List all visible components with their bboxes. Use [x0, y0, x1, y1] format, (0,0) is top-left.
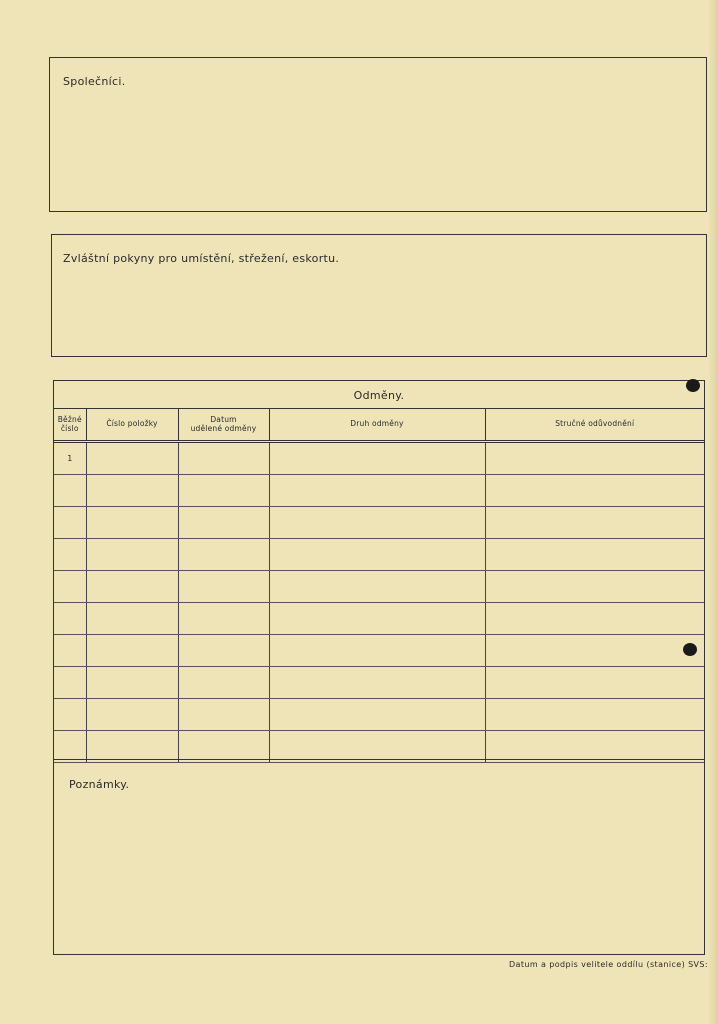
table-row — [54, 507, 704, 539]
table-cell — [269, 635, 485, 667]
table-cell — [485, 699, 704, 731]
table-cell — [269, 603, 485, 635]
rewards-title: Odměny. — [353, 389, 405, 402]
table-cell — [178, 442, 269, 475]
paper-edge — [708, 0, 718, 1024]
signature-label: Datum a podpis velitele oddílu (stanice) SVS: — [509, 960, 708, 969]
table-cell — [269, 539, 485, 571]
table-row — [54, 731, 704, 763]
table-cell — [269, 507, 485, 539]
table-cell — [54, 731, 86, 763]
table-cell — [178, 539, 269, 571]
table-cell — [178, 571, 269, 603]
table-cell — [54, 667, 86, 699]
table-cell — [178, 475, 269, 507]
table-cell — [178, 507, 269, 539]
partners-section — [49, 57, 707, 212]
table-cell — [485, 635, 704, 667]
table-cell — [86, 571, 178, 603]
table-cell — [86, 699, 178, 731]
table-cell — [269, 442, 485, 475]
table-cell — [269, 571, 485, 603]
table-row — [54, 571, 704, 603]
notes-divider — [54, 759, 704, 760]
column-header-award-date: Datum udělené odměny — [178, 409, 269, 442]
table-cell — [86, 731, 178, 763]
table-cell — [54, 635, 86, 667]
table-cell — [86, 539, 178, 571]
table-cell — [178, 731, 269, 763]
table-cell — [86, 603, 178, 635]
table-row — [54, 667, 704, 699]
table-cell: 1 — [54, 442, 86, 475]
table-cell — [54, 571, 86, 603]
table-cell — [54, 699, 86, 731]
table-cell — [54, 603, 86, 635]
table-cell — [86, 475, 178, 507]
rewards-table — [54, 409, 704, 763]
table-cell — [86, 442, 178, 475]
table-cell — [54, 475, 86, 507]
table-cell — [485, 731, 704, 763]
special-instructions-label: Zvláštní pokyny pro umístění, střežení, eskortu. — [63, 252, 340, 265]
table-cell — [54, 539, 86, 571]
column-header-running-number: Běžné číslo — [54, 409, 86, 442]
table-row — [54, 442, 704, 475]
table-cell — [485, 442, 704, 475]
rewards-table-body — [54, 442, 704, 763]
table-row — [54, 475, 704, 507]
table-cell — [269, 667, 485, 699]
table-cell — [86, 667, 178, 699]
table-cell — [269, 699, 485, 731]
table-cell — [485, 507, 704, 539]
table-cell — [485, 571, 704, 603]
table-row — [54, 635, 704, 667]
table-cell — [178, 603, 269, 635]
table-row — [54, 603, 704, 635]
table-cell — [178, 699, 269, 731]
table-cell — [485, 667, 704, 699]
table-cell — [178, 667, 269, 699]
table-cell — [54, 507, 86, 539]
table-cell — [269, 475, 485, 507]
table-cell — [485, 475, 704, 507]
rewards-header-row — [54, 409, 704, 442]
table-cell — [86, 635, 178, 667]
table-cell — [86, 507, 178, 539]
column-header-item-number: Číslo položky — [86, 409, 178, 442]
column-header-reward-type: Druh odměny — [269, 409, 485, 442]
rewards-section — [53, 380, 705, 955]
table-row — [54, 699, 704, 731]
partners-label: Společníci. — [63, 75, 126, 88]
table-cell — [485, 603, 704, 635]
notes-label: Poznámky. — [69, 778, 130, 791]
table-cell — [269, 731, 485, 763]
special-instructions-section — [51, 234, 707, 357]
punch-hole-middle — [683, 643, 697, 656]
punch-hole-top — [686, 379, 700, 392]
table-row — [54, 539, 704, 571]
column-header-justification: Stručné odůvodnění — [485, 409, 704, 442]
table-cell — [485, 539, 704, 571]
table-cell — [178, 635, 269, 667]
